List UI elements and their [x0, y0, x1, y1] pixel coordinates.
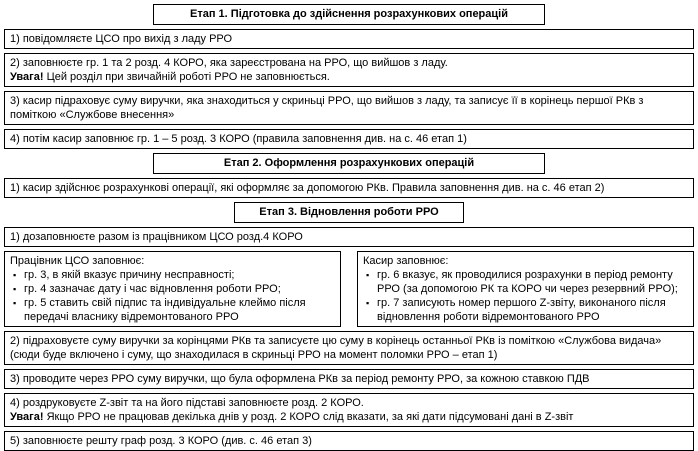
- stage3-step2-box: 2) підраховуєте суму виручки за корінцями РКв та записуєте цю суму в корінець останньої РКв із поміткою «Службова видача» (сюди буде включено і суму, що знаходилася в скриньці РРО на момент поломки РРО – етап 1): [4, 331, 694, 365]
- cashier-box-list: [363, 268, 688, 324]
- stage3-step3-box: 3) проводите через РРО суму виручки, що була оформлена РКв за період ремонту РРО, за кожною ставкою ПДВ: [4, 369, 694, 389]
- list-item: ▪ гр. 7 записують номер першого Z-звіту, виконаного після відновлення роботи відремонтованого РРО: [363, 296, 688, 324]
- stage1-step3-box: 3) касир підраховує суму виручки, яка знаходиться у скриньці РРО, що вийшов з ладу, та записує її в корінець першої РКв з поміткою «Службове внесення»: [4, 91, 694, 125]
- stage1-title: Етап 1. Підготовка до здійснення розрахункових операцій: [153, 4, 545, 25]
- cso-box-heading: Працівник ЦСО заповнює:: [10, 255, 145, 267]
- stage3-step1-box: 1) дозаповнюєте разом із працівником ЦСО розд.4 КОРО: [4, 227, 694, 247]
- stage3-step4-box: [4, 393, 694, 427]
- stage3-step5-box: 5) заповнюєте решту граф розд. 3 КОРО (див. с. 46 етап 3): [4, 431, 694, 451]
- list-item: ▪ гр. 6 вказує, як проводилися розрахунки в період ремонту РРО (за допомогою РК та КОРО чи через резервний РРО);: [363, 268, 688, 296]
- stage3-step4-text: 4) роздруковуєте Z-звіт та на його підставі заповнюєте розд. 2 КОРО.: [10, 397, 364, 409]
- stage1-step2-warning: [10, 70, 688, 84]
- stage3-title-row: [4, 202, 694, 223]
- list-item: ▪ гр. 5 ставить свій підпис та індивідуальне клеймо після передачі власнику відремонтованого РРО: [10, 296, 335, 324]
- list-item: ▪ гр. 4 зазначає дату і час відновлення роботи РРО;: [10, 282, 335, 296]
- warning-label: Увага!: [10, 71, 44, 83]
- stage2-title: Етап 2. Оформлення розрахункових операцій: [153, 153, 545, 174]
- cashier-box-heading: Касир заповнює:: [363, 255, 449, 267]
- stage1-step2-text: 2) заповнюєте гр. 1 та 2 розд. 4 КОРО, яка зареєстрована на РРО, що вийшов з ладу.: [10, 57, 448, 69]
- list-item: ▪ гр. 3, в якій вказує причину несправності;: [10, 268, 335, 282]
- warning-text: Цей розділ при звичайній роботі РРО не заповнюється.: [43, 71, 330, 83]
- stage2-step1-box: 1) касир здійснює розрахункові операції, які оформляє за допомогою РКв. Правила заповнення див. на с. 46 етап 2): [4, 178, 694, 198]
- warning-text: Якщо РРО не працював декілька днів у розд. 2 КОРО слід вказати, за які дати підсумовані дані в Z-звіт: [43, 411, 574, 423]
- stage2-title-row: [4, 153, 694, 174]
- cso-box: [4, 251, 341, 327]
- stage1-step2-box: [4, 53, 694, 87]
- stage3-title: Етап 3. Відновлення роботи РРО: [234, 202, 463, 223]
- cso-box-list: [10, 268, 335, 324]
- warning-label: Увага!: [10, 411, 44, 423]
- stage3-columns: [4, 251, 694, 327]
- stage1-step1-box: 1) повідомляєте ЦСО про вихід з ладу РРО: [4, 29, 694, 49]
- stage1-step4-box: 4) потім касир заповнює гр. 1 – 5 розд. 3 КОРО (правила заповнення див. на с. 46 етап 1): [4, 129, 694, 149]
- stage1-title-row: [4, 4, 694, 25]
- stage3-step4-warning: [10, 410, 688, 424]
- cashier-box: [357, 251, 694, 327]
